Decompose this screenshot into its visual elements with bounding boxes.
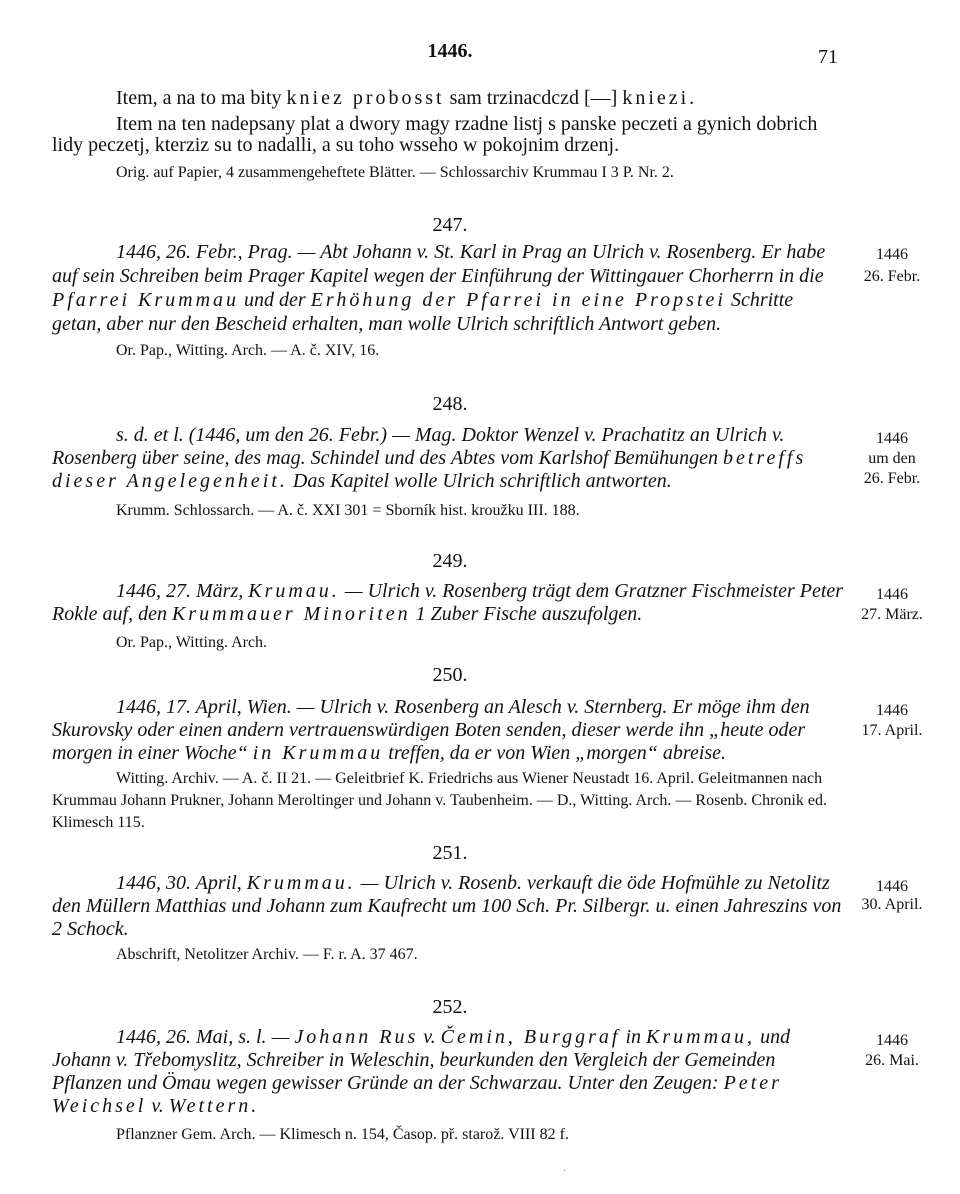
margin-year-247: 1446 xyxy=(876,246,908,263)
margin-year-250: 1446 xyxy=(876,702,908,719)
source-note-251: Abschrift, Netolitzer Archiv. — F. r. A. 37 467. xyxy=(116,946,418,963)
page-number: 71 xyxy=(818,46,838,68)
margin-date-250: 17. April. xyxy=(861,722,923,739)
entry-number-249: 249. xyxy=(432,550,468,572)
entry-text-250: 1446, 17. April, Wien. — Ulrich v. Rosenberg an Alesch v. Sternberg. Er möge ihm den Skurovsky oder einen andern vertrauenswürdigen Boten senden, dieser werde ihn „heute oder morgen in einer Woche“ in Krummau treffen, da er von Wien „morgen“ abreise. xyxy=(52,696,810,764)
entry-text-249: 1446, 27. März, Krumau. — Ulrich v. Rosenberg trägt dem Gratzner Fischmeister Peter Rokle auf, den Krummauer Minoriten 1 Zuber Fische auszufolgen. xyxy=(52,580,844,625)
margin-year-249: 1446 xyxy=(876,586,908,603)
entry-text-252: 1446, 26. Mai, s. l. — Johann Rus v. Čemin, Burggraf in Krummau, und Johann v. Třebomyslitz, Schreiber in Weleschin, beurkunden den Vergleich der Gemeinden Pflanzen und Ömau wegen gewisser Gründe an der Schwarzau. Unter den Zeugen: Peter Weichsel v. Wettern. xyxy=(52,1026,791,1117)
source-note-249: Or. Pap., Witting. Arch. xyxy=(116,634,268,651)
entry-number-250: 250. xyxy=(432,664,468,686)
entry-text-247: 1446, 26. Febr., Prag. — Abt Johann v. St. Karl in Prag an Ulrich v. Rosenberg. Er habe auf sein Schreiben beim Prager Kapitel wegen der Einführung der Wittingauer Chorherrn in die Pfarrei Krummau und der Erhöhung der Pfarrei in eine Propstei Schritte getan, aber nur den Bescheid erhalten, man wolle Ulrich schriftlich Antwort geben. xyxy=(52,241,826,335)
margin-year-252: 1446 xyxy=(876,1032,908,1049)
intro-source-note: Orig. auf Papier, 4 zusammengeheftete Blätter. — Schlossarchiv Krummau I 3 P. Nr. 2. xyxy=(116,164,674,181)
intro-paragraph-1: Item, a na to ma bity kniez probosst sam trzinacdczd [—] kniezi. xyxy=(116,87,698,109)
source-note-248: Krumm. Schlossarch. — A. č. XXI 301 = Sborník hist. kroužku III. 188. xyxy=(116,502,580,519)
entry-text-251: 1446, 30. April, Krummau. — Ulrich v. Rosenb. verkauft die öde Hofmühle zu Netolitz den Müllern Matthias und Johann zum Kaufrecht um 100 Sch. Pr. Silbergr. u. einen Jahreszins von 2 Schock. xyxy=(52,872,842,940)
source-note-252: Pflanzner Gem. Arch. — Klimesch n. 154, Časop. př. starož. VIII 82 f. xyxy=(116,1126,569,1143)
margin-date-252: 26. Mai. xyxy=(865,1052,919,1069)
margin-date-251: 30. April. xyxy=(861,896,923,913)
margin-date-249: 27. März. xyxy=(861,606,923,623)
entry-text-248: s. d. et l. (1446, um den 26. Febr.) — Mag. Doktor Wenzel v. Prachatitz an Ulrich v. Rosenberg über seine, des mag. Schindel und des Abtes vom Karlshof Bemühungen betreffs dieser Angelegenheit. Das Kapitel wolle Ulrich schriftlich antworten. xyxy=(52,424,807,492)
running-header-year: 1446. xyxy=(427,40,473,62)
entry-number-247: 247. xyxy=(432,214,468,236)
entry-number-248: 248. xyxy=(432,393,468,415)
entry-number-251: 251. xyxy=(432,842,468,864)
print-speck: · xyxy=(563,1166,567,1177)
entry-number-252: 252. xyxy=(432,996,468,1018)
margin-date-248a: um den xyxy=(868,450,916,467)
margin-year-251: 1446 xyxy=(876,878,908,895)
source-note-250: Witting. Archiv. — A. č. II 21. — Geleitbrief K. Friedrichs aus Wiener Neustadt 16. April. Geleitmannen nach Krummau Johann Prukner, Johann Meroltinger und Johann v. Taubenheim. — D., Witting. Arch. — Rosenb. Chronik ed. Klimesch 115. xyxy=(52,770,827,831)
margin-date-247: 26. Febr. xyxy=(863,268,921,285)
intro-paragraph-2: Item na ten nadepsany plat a dwory magy rzadne listj s panske peczeti a gynich dobrich lidy peczetj, kterziz su to nadalli, a su toho wsseho w pokojnim drzenj. xyxy=(52,113,818,156)
margin-date-248b: 26. Febr. xyxy=(863,470,921,487)
source-note-247: Or. Pap., Witting. Arch. — A. č. XIV, 16. xyxy=(116,342,380,359)
margin-year-248: 1446 xyxy=(876,430,908,447)
